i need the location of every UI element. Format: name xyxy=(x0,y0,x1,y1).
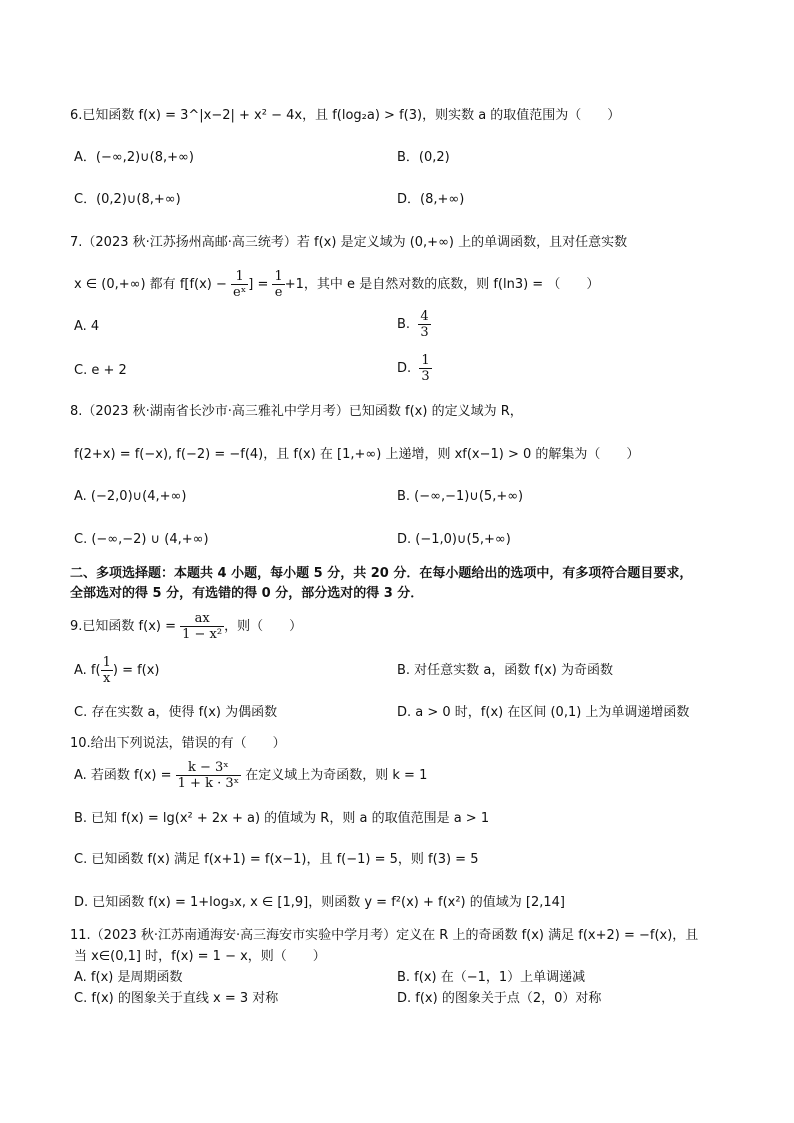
q9-option-a-prefix: A. f( xyxy=(74,663,101,678)
q8-stem-line1: 8.（2023 秋·湖南省长沙市·高三雅礼中学月考）已知函数 f(x) 的定义域为 R， xyxy=(70,404,523,419)
q8-stem-line2: f(2+x) = f(−x), f(−2) = −f(4)，且 f(x) 在 [1,+∞) 上递增，则 xf(x−1) > 0 的解集为（ ） xyxy=(74,447,640,462)
q7-frac2-num: 1 xyxy=(274,269,283,284)
q6-option-c: C．(0,2)∪(8,+∞) xyxy=(74,192,181,207)
q9-function-name: f(x) = xyxy=(138,619,181,634)
q7-option-b-den: 3 xyxy=(420,325,429,340)
q10-option-a-den: 1 + k · 3ˣ xyxy=(177,776,240,791)
q7-option-b-label: B. xyxy=(397,317,411,332)
q9-option-a xyxy=(74,654,160,688)
q9-stem-prefix: 9.已知函数 xyxy=(70,619,135,634)
q9-option-d: D. a > 0 时，f(x) 在区间 (0,1) 上为单调递增函数 xyxy=(397,705,690,720)
q7-line2-part-b: ] = xyxy=(248,277,273,292)
q7-fraction-1-over-ex xyxy=(231,269,248,300)
q7-frac1-num: 1 xyxy=(231,269,248,285)
q11-stem-line1: 11.（2023 秋·江苏南通海安·高三海安市实验中学月考）定义在 R 上的奇函数 f(x) 满足 f(x+2) = −f(x)，且 xyxy=(70,928,699,943)
q9-option-a-num: 1 xyxy=(102,655,111,670)
q10-option-b: B. 已知 f(x) = lg(x² + 2x + a) 的值域为 R，则 a 的取值范围是 a > 1 xyxy=(74,811,490,826)
q7-stem-line1: 7.（2023 秋·江苏扬州高邮·高三统考）若 f(x) 是定义域为 (0,+∞) 上的单调函数，且对任意实数 xyxy=(70,235,628,250)
q7-line2-part-c: +1，其中 e 是自然对数的底数，则 f(ln3) = （ ） xyxy=(284,277,600,292)
q10-option-a xyxy=(74,758,427,794)
q10-option-a-prefix: A. 若函数 f(x) = xyxy=(74,768,176,783)
q11-option-c: C. f(x) 的图象关于直线 x = 3 对称 xyxy=(74,991,279,1006)
q10-option-d: D. 已知函数 f(x) = 1+log₃x, x ∈ [1,9]，则函数 y = f²(x) + f(x²) 的值域为 [2,14] xyxy=(74,895,565,910)
q7-option-d-num: 1 xyxy=(421,353,430,368)
q7-stem-line2 xyxy=(74,268,599,302)
q6-option-b: B．(0,2) xyxy=(397,150,450,165)
q9-frac-den: 1 − x² xyxy=(182,627,223,642)
q6-option-d: D．(8,+∞) xyxy=(397,192,465,207)
section2-heading-line1: 二、多项选择题：本题共 4 小题，每小题 5 分，共 20 分．在每小题给出的选项中，有多项符合题目要求， xyxy=(70,566,693,581)
q11-option-b: B. f(x) 在（−1，1）上单调递减 xyxy=(397,970,586,985)
q7-option-d-label: D. xyxy=(397,361,412,376)
q7-option-b-num: 4 xyxy=(420,309,429,324)
q10-option-a-suffix: 在定义域上为奇函数，则 k = 1 xyxy=(241,768,428,783)
q9-frac-num: ax xyxy=(180,611,224,627)
q7-option-b xyxy=(397,308,431,342)
q7-option-d-den: 3 xyxy=(421,369,430,384)
q10-option-a-num: k − 3ˣ xyxy=(176,760,241,776)
q7-line2-part-a: x ∈ (0,+∞) 都有 f[f(x) − xyxy=(74,277,232,292)
q10-stem: 10.给出下列说法，错误的有（ ） xyxy=(70,736,286,751)
q9-stem-suffix: ，则（ ） xyxy=(224,619,303,634)
q7-option-c: C. e + 2 xyxy=(74,363,127,378)
q7-option-d xyxy=(397,352,432,386)
q8-option-b: B. (−∞,−1)∪(5,+∞) xyxy=(397,489,524,504)
q7-frac2-den: e xyxy=(274,285,283,300)
q9-fraction xyxy=(180,611,224,642)
q9-option-a-suffix: ) = f(x) xyxy=(112,663,160,678)
q8-option-c: C. (−∞,−2) ∪ (4,+∞) xyxy=(74,532,209,547)
q9-option-a-den: x xyxy=(103,671,111,686)
q6-stem: 6.已知函数 f(x) = 3^|x−2| + x² − 4x，且 f(log₂a) > f(3)，则实数 a 的取值范围为（ ） xyxy=(70,108,621,123)
q8-option-a: A. (−2,0)∪(4,+∞) xyxy=(74,489,187,504)
q11-stem-line2: 当 x∈(0,1] 时，f(x) = 1 − x，则（ ） xyxy=(74,949,326,964)
q7-frac1-den: eˣ xyxy=(233,285,247,300)
q9-stem xyxy=(70,610,302,644)
section2-heading-line2: 全部选对的得 5 分，有选错的得 0 分，部分选对的得 3 分． xyxy=(70,586,424,601)
q7-option-a: A. 4 xyxy=(74,319,100,334)
q11-option-a: A. f(x) 是周期函数 xyxy=(74,970,183,985)
q11-option-d: D. f(x) 的图象关于点（2，0）对称 xyxy=(397,991,602,1006)
q9-option-c: C. 存在实数 a，使得 f(x) 为偶函数 xyxy=(74,705,278,720)
q6-option-a: A．(−∞,2)∪(8,+∞) xyxy=(74,150,194,165)
q8-option-d: D. (−1,0)∪(5,+∞) xyxy=(397,532,511,547)
q9-option-b: B. 对任意实数 a，函数 f(x) 为奇函数 xyxy=(397,663,613,678)
q10-option-c: C. 已知函数 f(x) 满足 f(x+1) = f(x−1)，且 f(−1) = 5，则 f(3) = 5 xyxy=(74,852,479,867)
q7-fraction-1-over-e xyxy=(272,269,284,300)
